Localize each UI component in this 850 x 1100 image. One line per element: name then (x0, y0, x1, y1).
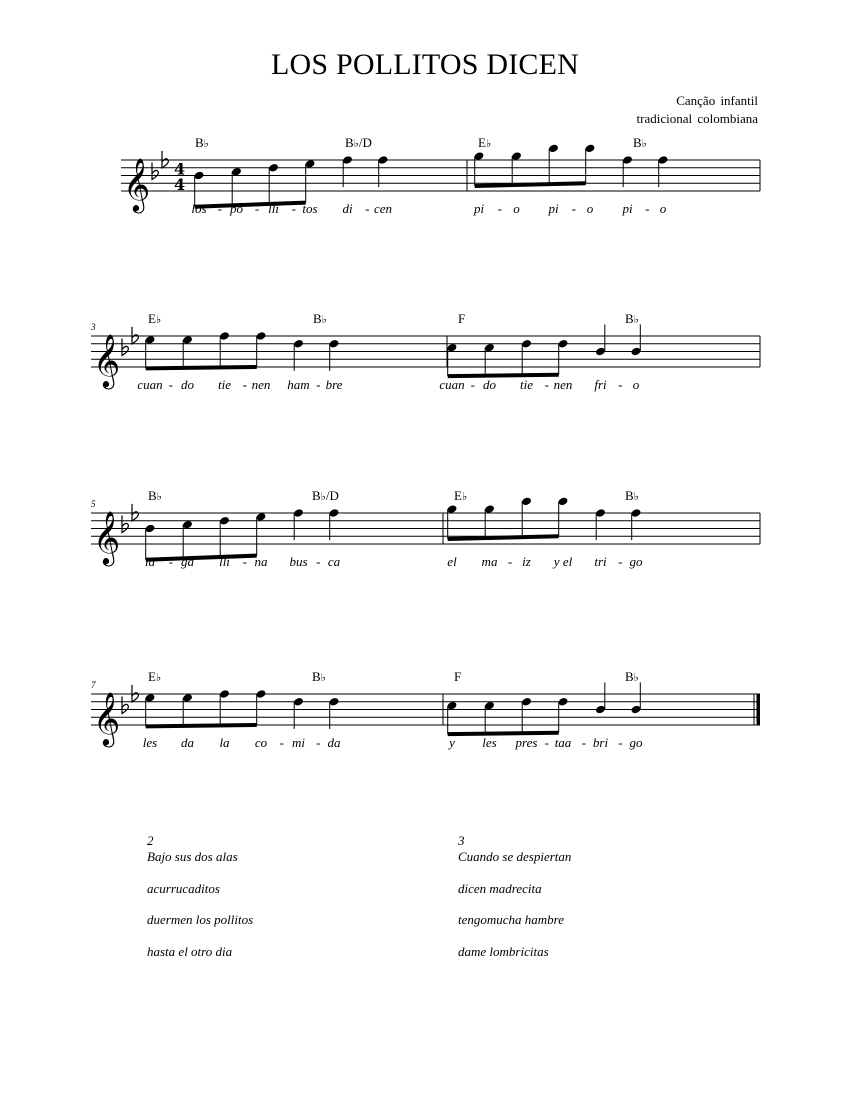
lyric-syllable: tri (594, 554, 607, 569)
flat-icon (132, 685, 138, 702)
lyric-syllable: bre (325, 377, 343, 392)
svg-text:𝄞: 𝄞 (93, 333, 121, 387)
lyric-syllable: di (342, 201, 353, 216)
lyric-syllable: go (629, 554, 643, 569)
lyric-hyphen: - (168, 377, 173, 392)
verse-line: hasta el otro dia (147, 943, 233, 959)
lyric-syllable: co (254, 735, 268, 750)
beam (146, 556, 257, 560)
verse-line: acurrucaditos (147, 880, 220, 896)
flat-icon: ♭ (203, 137, 209, 150)
svg-text:𝄞: 𝄞 (123, 157, 151, 211)
time-signature-bottom: 4 (174, 175, 186, 194)
flat-icon: ♭ (156, 490, 162, 503)
chord-symbol (148, 669, 161, 685)
flat-icon: ♭ (155, 313, 162, 326)
treble-clef-icon (93, 510, 120, 566)
lyric-hyphen: - (365, 201, 370, 216)
lyric-syllable: tos (302, 201, 318, 216)
flat-icon: ♭ (633, 313, 639, 326)
treble-clef-icon (93, 691, 120, 747)
chord-root: E (148, 669, 156, 684)
lyric-syllable: cuan (439, 377, 465, 392)
chord-root: B (345, 135, 354, 150)
lyric-hyphen: - (618, 554, 623, 569)
beam (448, 375, 559, 376)
lyric-hyphen: - (316, 377, 321, 392)
beam (448, 536, 559, 539)
treble-clef-icon (123, 157, 150, 213)
lyric-syllable: les (482, 735, 497, 750)
beam (146, 367, 257, 368)
lyric-syllable: ham (287, 377, 310, 392)
lyric-syllable: lli (268, 201, 279, 216)
lyric-syllable: ca (327, 554, 341, 569)
chord-root: B (625, 488, 634, 503)
chord-root: B (625, 311, 634, 326)
flat-icon: ♭ (320, 671, 326, 684)
lyric-hyphen: - (254, 201, 260, 216)
lyric-hyphen: - (581, 735, 586, 750)
chord-symbol (625, 669, 639, 685)
chord-root: B (313, 311, 322, 326)
lyric-syllable: ga (181, 554, 194, 569)
chord-symbol (195, 135, 209, 151)
chord-root: F (454, 669, 462, 684)
chord-symbol (625, 488, 639, 504)
lyric-syllable: o (659, 201, 667, 216)
lyric-syllable: do (483, 377, 496, 392)
lyric-hyphen: - (316, 554, 321, 569)
chord-symbol (454, 488, 467, 504)
lyric-syllable: go (629, 735, 643, 750)
lyric-syllable: o (513, 201, 520, 216)
chord-bass: /D (325, 488, 339, 503)
flat-icon (132, 504, 138, 521)
chord-root: B (312, 488, 321, 503)
lyric-syllable: da (181, 735, 194, 750)
chord-symbol (478, 135, 491, 151)
lyric-syllable: lli (219, 554, 230, 569)
lyric-syllable: pres (515, 735, 538, 750)
beam (475, 183, 586, 186)
verse-line: Bajo sus dos alas (147, 849, 238, 864)
lyric-hyphen: - (507, 554, 513, 569)
measure-number: 5 (91, 499, 96, 509)
lyric-syllable: da (327, 735, 341, 750)
final-barline-thick (757, 694, 761, 725)
lyric-syllable: cen (373, 201, 393, 216)
lyric-syllable: la (144, 554, 156, 569)
chord-root: E (454, 488, 462, 503)
svg-text:𝄞: 𝄞 (93, 510, 121, 564)
chord-root: E (478, 135, 486, 150)
lyric-hyphen: - (291, 201, 296, 216)
lyric-hyphen: - (544, 377, 549, 392)
measure-number: 7 (91, 680, 96, 690)
flat-icon (152, 163, 158, 180)
chord-symbol (625, 311, 639, 327)
lyric-syllable: tie (218, 377, 231, 392)
flat-icon (132, 327, 138, 344)
lyric-hyphen: - (242, 554, 247, 569)
treble-clef-icon (93, 333, 120, 389)
lyric-syllable: do (181, 377, 194, 392)
flat-icon: ♭ (155, 671, 162, 684)
score-title: LOS POLLITOS DICEN (270, 48, 580, 81)
chord-symbol (148, 311, 161, 327)
verse-2 (147, 833, 253, 975)
verse-number: 3 (458, 833, 465, 848)
lyric-syllable: les (142, 735, 158, 750)
verse-line: tengomucha hambre (458, 912, 565, 927)
lyric-syllable: nen (251, 377, 271, 392)
verse-number: 2 (147, 833, 154, 848)
lyric-hyphen: - (316, 735, 321, 750)
flat-icon: ♭ (320, 490, 326, 503)
lyric-hyphen: - (544, 735, 549, 750)
lyric-syllable: pi (473, 201, 485, 216)
chord-symbol (312, 488, 339, 504)
flat-icon: ♭ (633, 490, 639, 503)
lyric-hyphen: - (618, 735, 623, 750)
lyric-syllable: bus (289, 554, 308, 569)
lyric-syllable: mi (292, 735, 305, 750)
lyric-hyphen: - (645, 201, 650, 216)
chord-symbol (633, 135, 647, 151)
flat-icon (162, 151, 168, 168)
lyric-hyphen: - (497, 201, 502, 216)
lyric-syllable: po (230, 201, 243, 216)
chord-symbol (345, 135, 372, 151)
chord-bass: /D (358, 135, 372, 150)
chord-symbol (312, 669, 326, 685)
verse-line: dicen madrecita (458, 880, 542, 896)
beam (448, 733, 559, 734)
chord-symbol (148, 488, 162, 504)
chord-root: B (633, 135, 642, 150)
flat-icon: ♭ (353, 137, 359, 150)
flat-icon (122, 339, 128, 356)
lyric-syllable: la (219, 735, 230, 750)
lyric-syllable: o (632, 377, 640, 392)
lyric-hyphen: - (242, 377, 247, 392)
verse-3 (458, 833, 571, 975)
svg-text:𝄞: 𝄞 (93, 691, 121, 745)
composer-line: tradicional colombiana (636, 111, 758, 126)
lyric-hyphen: - (168, 554, 173, 569)
chord-root: B (625, 669, 634, 684)
flat-icon: ♭ (485, 137, 492, 150)
lyric-syllable: iz (522, 554, 531, 569)
flat-icon: ♭ (461, 490, 468, 503)
lyric-syllable: fri (594, 377, 607, 392)
verse-line: duermen los pollitos (147, 912, 254, 927)
chord-root: B (195, 135, 204, 150)
verse-line: Cuando se despiertan (458, 849, 572, 864)
lyric-syllable: na (254, 554, 268, 569)
chord-root: F (458, 311, 466, 326)
lyric-syllable: y (449, 735, 455, 750)
lyric-syllable: ma (481, 554, 498, 569)
chord-symbol (458, 311, 465, 327)
composer-line: Canção infantil (676, 93, 758, 108)
lyric-syllable: el (447, 554, 457, 569)
lyric-syllable: y el (553, 554, 573, 569)
chord-root: E (148, 311, 156, 326)
lyric-syllable: los (191, 201, 207, 216)
flat-icon (122, 697, 128, 714)
lyric-hyphen: - (217, 201, 222, 216)
time-signature-top: 4 (174, 159, 186, 179)
flat-icon (122, 516, 128, 533)
lyric-hyphen: - (618, 377, 623, 392)
lyric-hyphen: - (470, 377, 475, 392)
chord-root: B (148, 488, 157, 503)
lyric-syllable: pi (548, 201, 559, 216)
chord-symbol (454, 669, 461, 685)
lyric-hyphen: - (571, 201, 576, 216)
verse-line: dame lombricitas (458, 943, 549, 959)
lyric-syllable: nen (553, 377, 573, 392)
lyric-syllable: bri (592, 735, 609, 750)
lyric-hyphen: - (279, 735, 284, 750)
flat-icon: ♭ (641, 137, 647, 150)
lyric-syllable: pi (622, 201, 633, 216)
lyric-syllable: tie (520, 377, 533, 392)
beam (195, 203, 306, 207)
measure-number: 3 (91, 322, 96, 332)
beam (146, 725, 257, 726)
lyric-syllable: cuan (137, 377, 163, 392)
flat-icon: ♭ (633, 671, 639, 684)
chord-root: B (312, 669, 321, 684)
lyric-syllable: taa (554, 735, 572, 750)
chord-symbol (313, 311, 327, 327)
lyric-syllable: o (586, 201, 594, 216)
flat-icon: ♭ (321, 313, 327, 326)
